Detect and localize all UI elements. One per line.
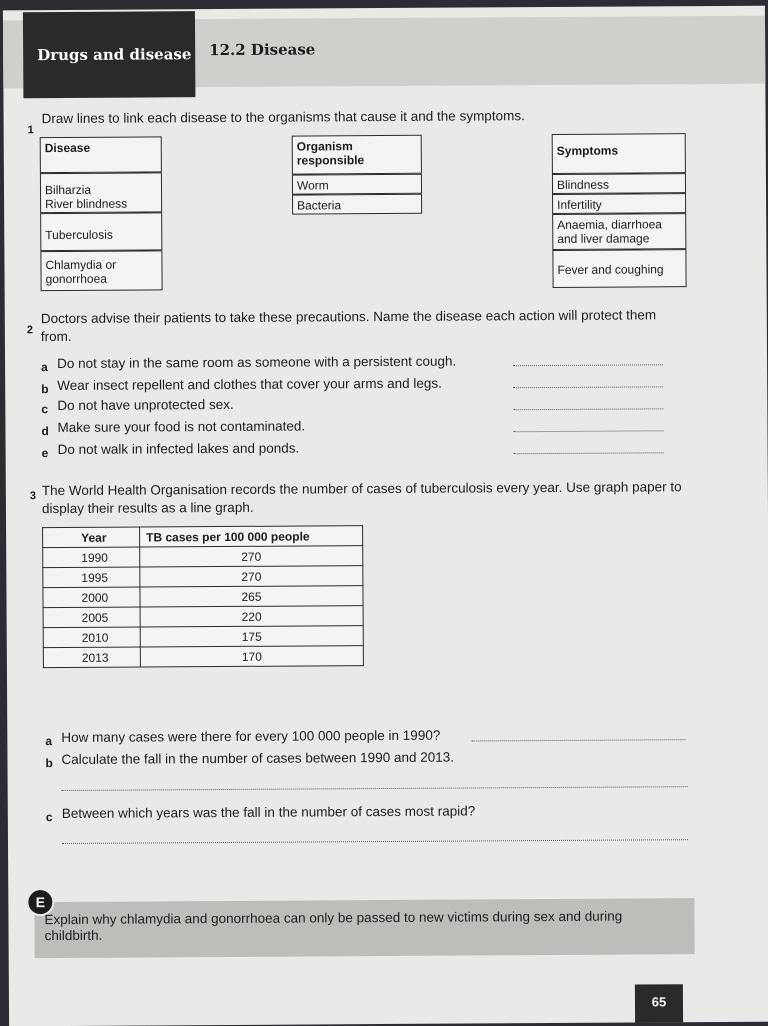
symptoms-header: Symptoms: [552, 133, 686, 174]
q1-prompt: Draw lines to link each disease to the organisms that cause it and the symptoms.: [41, 108, 525, 127]
q2-label: d: [41, 424, 49, 439]
table-cell-year: 2005: [43, 607, 140, 628]
answer-line[interactable]: [62, 786, 688, 791]
q2-item-text: Wear insect repellent and clothes that cover your arms and legs.: [57, 375, 442, 394]
symptom-item: Anaemia, diarrhoea and liver damage: [552, 213, 686, 250]
q3-part-text: How many cases were there for every 100 000 people in 1990?: [61, 727, 441, 745]
q3-part-text: Calculate the fall in the number of cases between 1990 and 2013.: [61, 749, 455, 767]
answer-line[interactable]: [62, 839, 688, 844]
q2-item-text: Make sure your food is not contaminated.: [57, 418, 306, 436]
extension-badge: E: [26, 888, 54, 916]
q2-label: a: [41, 360, 48, 375]
workbook-page: [3, 6, 768, 1026]
q3-label: c: [45, 810, 53, 825]
disease-item: Chlamydia or gonorrhoea: [40, 250, 162, 291]
extension-box: [34, 894, 694, 958]
q3-label: a: [45, 734, 53, 749]
answer-line[interactable]: [513, 408, 663, 410]
section-title: 12.2 Disease: [209, 40, 316, 60]
answer-line[interactable]: [514, 452, 664, 454]
table-cell-cases: 270: [140, 546, 363, 567]
symptom-item: Fever and coughing: [552, 249, 686, 288]
column-header-year: Year: [43, 527, 140, 548]
disease-bilharzia-river-blindness: [40, 172, 162, 213]
disease-item: Bilharzia: [44, 182, 92, 198]
q2-prompt: Doctors advise their patients to take these precautions. Name the disease each action will protect them from.: [40, 307, 657, 345]
table-cell-cases: 170: [140, 646, 363, 667]
table-row: [43, 586, 363, 608]
q3-number: 3: [29, 490, 37, 503]
q2-item-text: Do not walk in infected lakes and ponds.: [57, 440, 300, 458]
organism-item: Bacteria: [292, 194, 422, 215]
q2-number: 2: [26, 324, 34, 337]
q2-item-text: Do not have unprotected sex.: [57, 396, 234, 414]
q3-label: b: [45, 756, 53, 771]
tb-cases-table: [42, 525, 364, 668]
q2-label: e: [41, 446, 49, 461]
answer-line[interactable]: [513, 364, 663, 366]
table-cell-year: 2013: [43, 647, 140, 668]
table-cell-cases: 175: [140, 626, 363, 647]
symptom-item: Blindness: [552, 173, 686, 194]
table-cell-cases: 265: [140, 586, 363, 607]
q3-part-text: Between which years was the fall in the number of cases most rapid?: [61, 803, 476, 821]
disease-item: Tuberculosis: [40, 212, 162, 251]
table-cell-cases: 270: [140, 566, 363, 587]
q2-label: b: [41, 382, 49, 397]
table-row: [43, 646, 363, 668]
answer-line[interactable]: [513, 430, 663, 432]
table-row: [43, 546, 363, 568]
q3-prompt: The World Health Organisation records the number of cases of tuberculosis every year. Use graph paper to display their results as a line graph.: [41, 479, 682, 517]
table-cell-year: 1995: [43, 567, 140, 588]
answer-line[interactable]: [471, 739, 685, 741]
q2-label: c: [41, 402, 49, 417]
disease-item: River blindness: [45, 196, 128, 212]
table-cell-year: 2010: [43, 627, 140, 648]
q1-number: 1: [27, 124, 34, 137]
organism-item: Worm: [292, 174, 422, 195]
page-number: 65: [635, 984, 683, 1022]
disease-header: Disease: [40, 136, 162, 173]
table-cell-year: 1990: [43, 547, 140, 568]
table-row: [43, 606, 363, 628]
extension-text: Explain why chlamydia and gonorrhoea can only be passed to new victims during sex and during childbirth.: [44, 908, 623, 944]
table-cell-cases: 220: [140, 606, 363, 627]
table-row: [43, 566, 363, 588]
symptom-item: Infertility: [552, 193, 686, 214]
table-header-row: [43, 526, 363, 548]
chapter-tab: [23, 11, 196, 98]
chapter-title: Drugs and disease: [37, 45, 192, 65]
column-header-cases: TB cases per 100 000 people: [140, 526, 363, 547]
table-row: [43, 626, 363, 648]
q2-item-text: Do not stay in the same room as someone with a persistent cough.: [57, 353, 457, 372]
answer-line[interactable]: [513, 386, 663, 388]
organism-header: Organism responsible: [292, 135, 422, 175]
table-cell-year: 2000: [43, 587, 140, 608]
